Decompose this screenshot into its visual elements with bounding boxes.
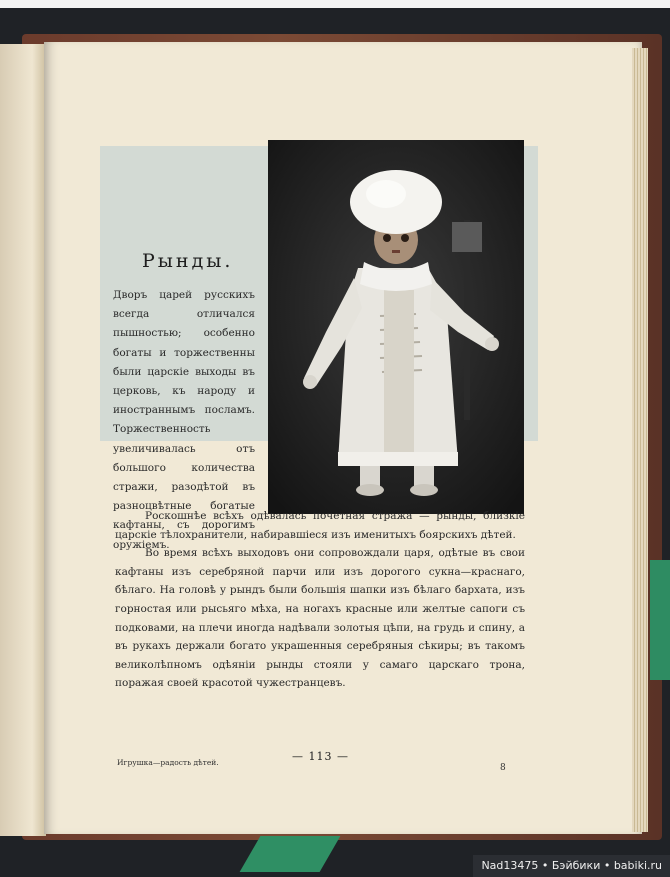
- chapter-heading: Рынды.: [142, 250, 234, 272]
- paragraph-processions: Во время всѣхъ выходовъ они сопровождали царя, одѣтые въ свои кафтаны изъ серебряной парчи или изъ дорогого сукна—краснаго, бѣлаго. На головѣ у рындъ были большія шапки изъ бѣлаго бархата, изъ горностая или рысьяго мѣха, на ногахъ красные или желтые сапоги съ подковами, на плечи иногда надѣвали золотыя цѣпи, на грудь и спину, а въ рукахъ держали богато украшенныя серебряныя сѣкиры; въ такомъ великолѣпномъ одѣяніи рынды стояли у самаго царскаго трона, поражая своей красотой чужестранцевъ.: [115, 547, 525, 690]
- signature-mark: 8: [500, 763, 506, 773]
- paragraph-guards: Роскошнѣе всѣхъ одѣвалась почетная стража — рынды, близкіе царскіе тѣлохранители, набиравшіеся изъ именитыхъ боярскихъ дѣтей.: [115, 510, 525, 541]
- doll-illustration: [268, 140, 524, 514]
- running-footer: Игрушка—радость дѣтей.: [117, 758, 219, 767]
- top-strip: [0, 0, 670, 8]
- column-paragraph: Дворъ царей русскихъ всегда отличался пышностью; особенно богаты и торжественны были царскіе выходы въ церковь, къ народу и иностраннымъ посламъ. Торжественность увеличивалась отъ большого количества стражи, разодѣтой въ разноцвѣтные богатые кафтаны, съ дорогимъ оружіемъ.: [113, 289, 255, 551]
- body-text: [115, 507, 525, 693]
- left-page: [0, 44, 46, 836]
- page-number: — 113 —: [292, 750, 349, 763]
- doll-photo: [268, 140, 524, 514]
- page-edges: [632, 48, 648, 832]
- watermark: Nad13475 • Бэйбики • babiki.ru: [473, 855, 670, 877]
- cover-decoration: [650, 560, 670, 680]
- bookmark-ribbon: [240, 836, 341, 872]
